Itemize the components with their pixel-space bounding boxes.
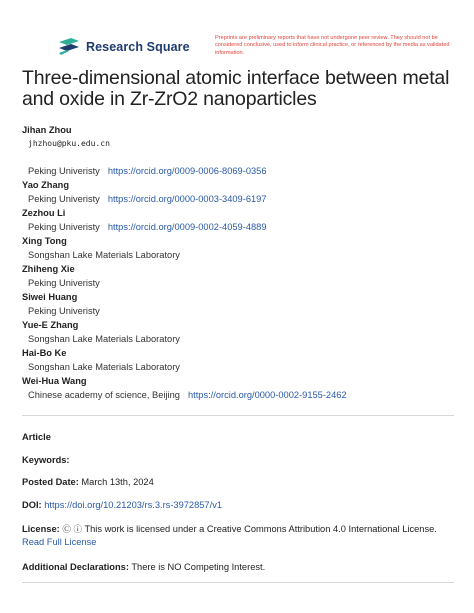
author-affiliation: Songshan Lake Materials Laboratory [28,334,180,344]
author-name: Xing Tong [22,236,67,246]
author-affiliation: Peking Univeristy https://orcid.org/0000-0003-3409-6197 [28,194,267,204]
article-type: Article [22,432,51,442]
section-divider [22,415,454,416]
author-name: Wei-Hua Wang [22,376,87,386]
author-affiliation: Peking Univeristy [28,278,100,288]
author-name: Jihan Zhou [22,125,72,135]
author-name: Zezhou Li [22,208,66,218]
creative-commons-icon: Ⓒ ⓘ [62,525,83,535]
posted-date: Posted Date: March 13th, 2024 [22,477,154,487]
author-affiliation: Peking Univeristy [28,306,100,316]
author-name: Siwei Huang [22,292,78,302]
author-list [22,124,462,403]
author-affiliation: Chinese academy of science, Beijing https://orcid.org/0000-0002-9155-2462 [28,390,347,400]
research-square-logo-icon [57,38,81,56]
license: License: Ⓒ ⓘ This work is licensed under a Creative Commons Attribution 4.0 International License. Read Full License [22,524,437,547]
read-full-license-link[interactable]: Read Full License [22,537,97,547]
orcid-link[interactable]: https://orcid.org/0009-0002-4059-4889 [107,222,267,232]
author-affiliation: Peking Univeristy https://orcid.org/0009-0006-8069-0356 [28,166,267,176]
page-header [0,0,474,62]
additional-declarations: Additional Declarations: There is NO Competing Interest. [22,562,266,572]
orcid-link[interactable]: https://orcid.org/0000-0002-9155-2462 [187,390,347,400]
author-name: Yue-E Zhang [22,320,79,330]
author-affiliation: Songshan Lake Materials Laboratory [28,362,180,372]
author-affiliation: Songshan Lake Materials Laboratory [28,250,180,260]
research-square-logo[interactable] [57,38,190,56]
doi-link[interactable]: https://doi.org/10.21203/rs.3.rs-3972857/v1 [44,500,223,510]
logo-text: Research Square [86,40,190,54]
author-name: Hai-Bo Ke [22,348,67,358]
doi: DOI: https://doi.org/10.21203/rs.3.rs-3972857/v1 [22,500,223,510]
section-divider [22,582,454,583]
keywords: Keywords: [22,455,70,465]
author-name: Yao Zhang [22,180,70,190]
paper-title: Three-dimensional atomic interface between metal and oxide in Zr-ZrO2 nanoparticles [22,67,450,110]
author-affiliation: Peking Univeristy https://orcid.org/0009-0002-4059-4889 [28,222,267,232]
orcid-link[interactable]: https://orcid.org/0009-0006-8069-0356 [107,166,267,176]
orcid-link[interactable]: https://orcid.org/0000-0003-3409-6197 [107,194,267,204]
preprint-disclaimer: Preprints are preliminary reports that have not undergone peer review. They should not be considered conclusive, used to inform clinical practice, or referenced by the media as validated information. [215,35,450,56]
author-name: Zhiheng Xie [22,264,75,274]
author-email[interactable]: jhzhou@pku.edu.cn [28,139,110,148]
